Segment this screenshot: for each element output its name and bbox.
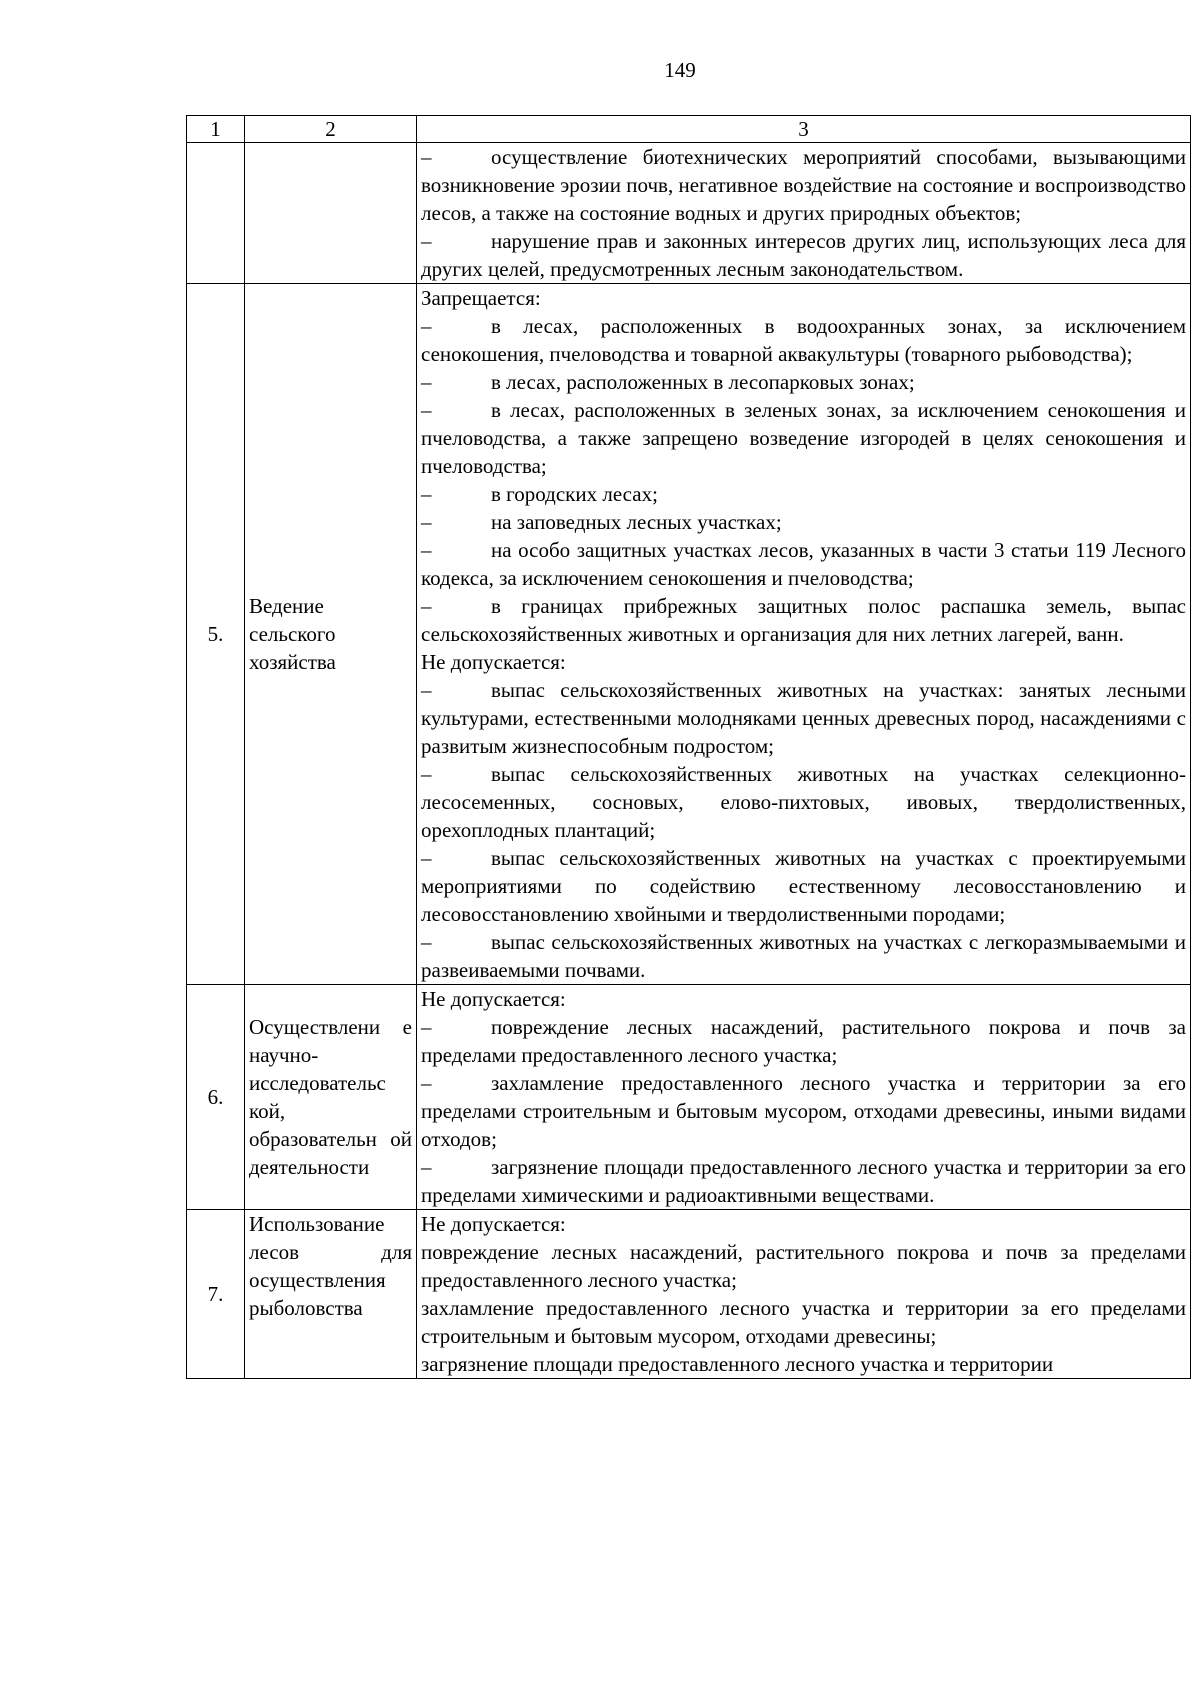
- activity-name: [245, 143, 417, 284]
- restriction-item: повреждение лесных насаждений, растительного покрова и почв за пределами предоставленного лесного участка;: [421, 1240, 1186, 1292]
- restriction-item: [421, 1153, 1186, 1209]
- restriction-item: захламление предоставленного лесного участка и территории за его пределами строительным и бытовым мусором, отходами древесины;: [421, 1296, 1186, 1348]
- dash-bullet: –: [421, 229, 432, 253]
- activity-name: Осуществлени е научно-исследовательс кой, образовательн ой деятельности: [245, 985, 417, 1210]
- table-row: [187, 284, 1191, 985]
- dash-bullet: –: [421, 762, 432, 786]
- dash-bullet: –: [421, 846, 432, 870]
- restriction-item: [421, 1013, 1186, 1069]
- section-heading: Не допускается:: [421, 1212, 566, 1236]
- row-number: 5.: [187, 284, 245, 985]
- restriction-item: [421, 592, 1186, 648]
- restriction-text: выпас сельскохозяйственных животных на участках с проектируемыми мероприятиями по содействию естественному лесовосстановлению и лесовосстановлению хвойными и твердолиственными породами;: [421, 846, 1186, 926]
- restriction-text: выпас сельскохозяйственных животных на участках: занятых лесными культурами, естественными молодняками ценных древесных пород, насаждениями с развитым жизнеспособным подростом;: [421, 678, 1186, 758]
- restriction-text: на заповедных лесных участках;: [491, 510, 782, 534]
- restrictions-cell: [417, 143, 1191, 284]
- row-number: 7.: [187, 1210, 245, 1379]
- restriction-text: осуществление биотехнических мероприятий способами, вызывающими возникновение эрозии почв, негативное воздействие на состояние и воспроизводство лесов, а также на состояние водных и других природных объектов;: [421, 145, 1186, 225]
- restriction-item: [421, 1069, 1186, 1153]
- restriction-item: [421, 143, 1186, 227]
- header-col-3: 3: [417, 116, 1191, 143]
- restriction-text: в лесах, расположенных в водоохранных зонах, за исключением сенокошения, пчеловодства и товарной аквакультуры (товарного рыбоводства);: [421, 314, 1186, 366]
- restriction-item: [421, 227, 1186, 283]
- restriction-text: выпас сельскохозяйственных животных на участках с легкоразмываемыми и развеиваемыми почвами.: [421, 930, 1186, 982]
- dash-bullet: –: [421, 398, 432, 422]
- dash-bullet: –: [421, 1155, 432, 1179]
- dash-bullet: –: [421, 930, 432, 954]
- restriction-text: повреждение лесных насаждений, растительного покрова и почв за пределами предоставленного лесного участка;: [421, 1015, 1186, 1067]
- restrictions-cell: [417, 1210, 1191, 1379]
- dash-bullet: –: [421, 145, 432, 169]
- restriction-text: загрязнение площади предоставленного лесного участка и территории за его пределами химическими и радиоактивными веществами.: [421, 1155, 1186, 1207]
- restriction-item: [421, 396, 1186, 480]
- table-row: [187, 985, 1191, 1210]
- restriction-text: нарушение прав и законных интересов других лиц, использующих леса для других целей, предусмотренных лесным законодательством.: [421, 229, 1186, 281]
- row-number: 6.: [187, 985, 245, 1210]
- dash-bullet: –: [421, 1015, 432, 1039]
- dash-bullet: –: [421, 314, 432, 338]
- restriction-text: в лесах, расположенных в лесопарковых зонах;: [491, 370, 915, 394]
- restriction-item: [421, 508, 1186, 536]
- restriction-item: загрязнение площади предоставленного лесного участка и территории: [421, 1352, 1054, 1376]
- dash-bullet: –: [421, 678, 432, 702]
- restrictions-cell: [417, 985, 1191, 1210]
- restriction-text: выпас сельскохозяйственных животных на участках селекционно-лесосеменных, сосновых, елово-пихтовых, ивовых, твердолиственных, орехоплодных плантаций;: [421, 762, 1186, 842]
- dash-bullet: –: [421, 538, 432, 562]
- restriction-item: [421, 928, 1186, 984]
- restriction-text: в границах прибрежных защитных полос распашка земель, выпас сельскохозяйственных животных и организация для них летних лагерей, ванн.: [421, 594, 1186, 646]
- dash-bullet: –: [421, 510, 432, 534]
- section-heading: Не допускается:: [421, 987, 566, 1011]
- restriction-text: захламление предоставленного лесного участка и территории за его пределами строительным и бытовым мусором, отходами древесины, иными видами отходов;: [421, 1071, 1186, 1151]
- table-row: [187, 1210, 1191, 1379]
- restrictions-cell: [417, 284, 1191, 985]
- table-row: [187, 143, 1191, 284]
- restriction-text: в городских лесах;: [491, 482, 658, 506]
- table-header-row: [187, 116, 1191, 143]
- header-col-1: 1: [187, 116, 245, 143]
- section-heading: Не допускается:: [421, 650, 566, 674]
- dash-bullet: –: [421, 594, 432, 618]
- restriction-item: [421, 312, 1186, 368]
- restriction-item: [421, 368, 1186, 396]
- restriction-item: [421, 536, 1186, 592]
- header-col-2: 2: [245, 116, 417, 143]
- row-number: [187, 143, 245, 284]
- activity-name: Ведение сельского хозяйства: [245, 284, 417, 985]
- dash-bullet: –: [421, 370, 432, 394]
- page-number: 149: [664, 58, 696, 82]
- dash-bullet: –: [421, 482, 432, 506]
- activity-name: Использование лесов для осуществления рыболовства: [245, 1210, 417, 1379]
- restriction-item: [421, 844, 1186, 928]
- section-heading: Запрещается:: [421, 286, 541, 310]
- restrictions-table: [186, 115, 1191, 1379]
- restriction-item: [421, 760, 1186, 844]
- restriction-item: [421, 676, 1186, 760]
- restriction-text: в лесах, расположенных в зеленых зонах, за исключением сенокошения и пчеловодства, а также запрещено возведение изгородей в целях сенокошения и пчеловодства;: [421, 398, 1186, 478]
- restriction-item: [421, 480, 1186, 508]
- restriction-text: на особо защитных участках лесов, указанных в части 3 статьи 119 Лесного кодекса, за исключением сенокошения и пчеловодства;: [421, 538, 1186, 590]
- dash-bullet: –: [421, 1071, 432, 1095]
